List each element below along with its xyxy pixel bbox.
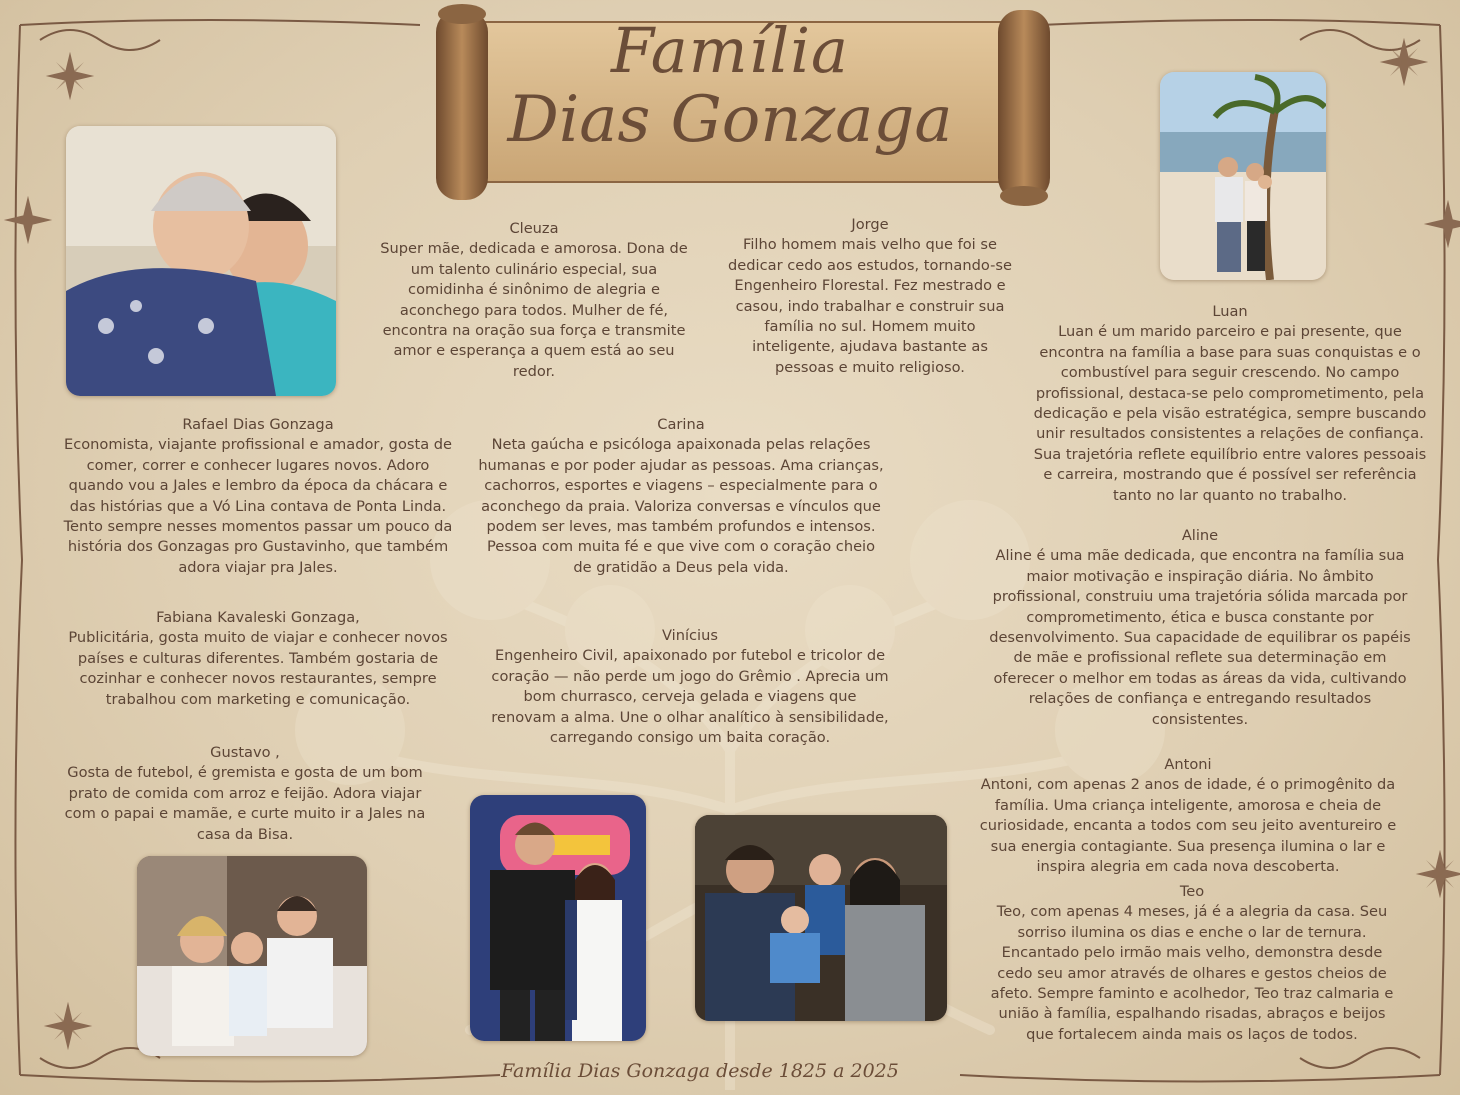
bio-rafael bbox=[58, 415, 458, 578]
bio-name: Aline bbox=[1181, 527, 1219, 544]
title-line-1: Família bbox=[610, 14, 850, 87]
compass-rose-icon bbox=[1376, 34, 1432, 90]
compass-rose-icon bbox=[0, 192, 56, 248]
footer-tagline: Família Dias Gonzaga desde 1825 a 2025 bbox=[501, 1060, 899, 1082]
bio-name: Rafael Dias Gonzaga bbox=[182, 416, 334, 433]
bio-name: Antoni bbox=[1164, 756, 1212, 773]
bio-text: Economista, viajante profissional e amador, gosta de comer, correr e conhecer lugares novos. Adoro quando vou a Jales e lembro da época da chácara e das histórias que a Vó Lina contava de Ponta Linda. Tento sempre nesses momentos passar um pouco da história dos Gonzagas pro Gustavinho, que também adora viajar pra Jales. bbox=[63, 436, 453, 576]
bio-text: Antoni, com apenas 2 anos de idade, é o primogênito da família. Uma criança inteligente, amorosa e cheia de curiosidade, encanta a todos com seu jeito aventureiro e sua energia contagiante. Sua presença ilumina o lar e inspira alegria em cada nova descoberta. bbox=[979, 776, 1397, 876]
bio-name: Teo bbox=[1179, 883, 1205, 900]
bio-name: Luan bbox=[1212, 303, 1248, 320]
bio-name: Jorge bbox=[851, 216, 889, 233]
bio-name: Cleuza bbox=[509, 220, 559, 237]
bio-jorge bbox=[722, 215, 1018, 378]
bio-teo bbox=[984, 882, 1400, 1045]
photo-cleuza-with-grandson bbox=[66, 126, 336, 396]
bio-text: Luan é um marido parceiro e pai presente, que encontra na família a base para suas conquistas e o combustível para seguir crescendo. No campo profissional, destaca-se pelo comprometimento, pela dedicação e pela visão estratégica, sempre buscando unir resultados consistentes a relações de confiança. Sua trajetória reflete equilíbrio entre valores pessoais e carreira, mostrando que é possível ser referência tanto no lar quanto no trabalho. bbox=[1033, 323, 1427, 504]
bio-text: Aline é uma mãe dedicada, que encontra na família sua maior motivação e inspiração diária. No âmbito profissional, construiu uma trajetória sólida marcada por comprometimento, ética e busca constante por desenvolvimento. Sua capacidade de equilibrar os papéis de mãe e profissional reflete sua determinação em oferecer o melhor em todas as áreas da vida, cultivando relações de confiança e entregando resultados consistentes. bbox=[989, 547, 1411, 728]
photo-luan-family-beach bbox=[1160, 72, 1326, 280]
bio-text: Super mãe, dedicada e amorosa. Dona de um talento culinário especial, sua comidinha é sinônimo de alegria e aconchego para todos. Mulher de fé, encontra na oração sua força e transmite amor e esperança a quem está ao seu redor. bbox=[380, 240, 688, 380]
bio-text: Filho homem mais velho que foi se dedicar cedo aos estudos, tornando-se Engenheiro Florestal. Fez mestrado e casou, indo trabalhar e construir sua família no sul. Homem muito inteligente, ajudava bastante as pessoas e muito religioso. bbox=[728, 236, 1012, 376]
bio-name: Carina bbox=[657, 416, 705, 433]
bio-text: Teo, com apenas 4 meses, já é a alegria da casa. Seu sorriso ilumina os dias e enche o lar de ternura. Encantado pelo irmão mais velho, demonstra desde cedo seu amor através de olhares e gestos cheios de afeto. Sempre faminto e acolhedor, Teo traz calmaria e união à família, espalhando risadas, abraços e beijos que fortalecem ainda mais os laços de todos. bbox=[990, 903, 1394, 1043]
bio-text: Gosta de futebol, é gremista e gosta de um bom prato de comida com arroz e feijão. Adora viajar com o papai e mamãe, e curte muito ir a Jales na casa da Bisa. bbox=[64, 764, 426, 843]
photo-carina-vinicius bbox=[470, 795, 646, 1041]
bio-name: Gustavo , bbox=[210, 744, 280, 761]
bio-cleuza bbox=[372, 219, 696, 382]
bio-text: Engenheiro Civil, apaixonado por futebol e tricolor de coração — não perde um jogo do Grêmio . Aprecia um bom churrasco, cerveja gelada e viagens que renovam a alma. Une o olhar analítico à sensibilidade, carregando consigo um baita coração. bbox=[491, 647, 889, 747]
compass-rose-icon bbox=[1412, 846, 1460, 902]
bio-fabiana bbox=[66, 608, 450, 710]
bio-name: Fabiana Kavaleski Gonzaga, bbox=[156, 609, 360, 626]
bio-carina bbox=[476, 415, 886, 578]
compass-rose-icon bbox=[40, 998, 96, 1054]
bio-text: Neta gaúcha e psicóloga apaixonada pelas relações humanas e por poder ajudar as pessoas. Ama crianças, cachorros, esportes e viagens – especialmente para o aconchego da praia. Valoriza conversas e vínculos que podem ser leves, mas também profundos e intensos. Pessoa com muita fé e que vive com o coração cheio de gratidão a Deus pela vida. bbox=[478, 436, 884, 576]
bio-luan bbox=[1032, 302, 1428, 506]
bio-name: Vinícius bbox=[662, 627, 718, 644]
bio-gustavo bbox=[64, 743, 426, 845]
bio-vinicius bbox=[490, 626, 890, 748]
title-line-2: Dias Gonzaga bbox=[507, 83, 953, 157]
bio-text: Publicitária, gosta muito de viajar e conhecer novos países e culturas diferentes. Também gostaria de cozinhar e conhecer novos restaurantes, sempre trabalhou com marketing e comunicação. bbox=[68, 629, 448, 708]
photo-rafael-family bbox=[137, 856, 367, 1056]
bio-aline bbox=[988, 526, 1412, 730]
compass-rose-icon bbox=[42, 48, 98, 104]
page-title bbox=[470, 14, 990, 157]
bio-antoni bbox=[978, 755, 1398, 877]
photo-luan-aline-children bbox=[695, 815, 947, 1021]
compass-rose-icon bbox=[1420, 196, 1460, 252]
